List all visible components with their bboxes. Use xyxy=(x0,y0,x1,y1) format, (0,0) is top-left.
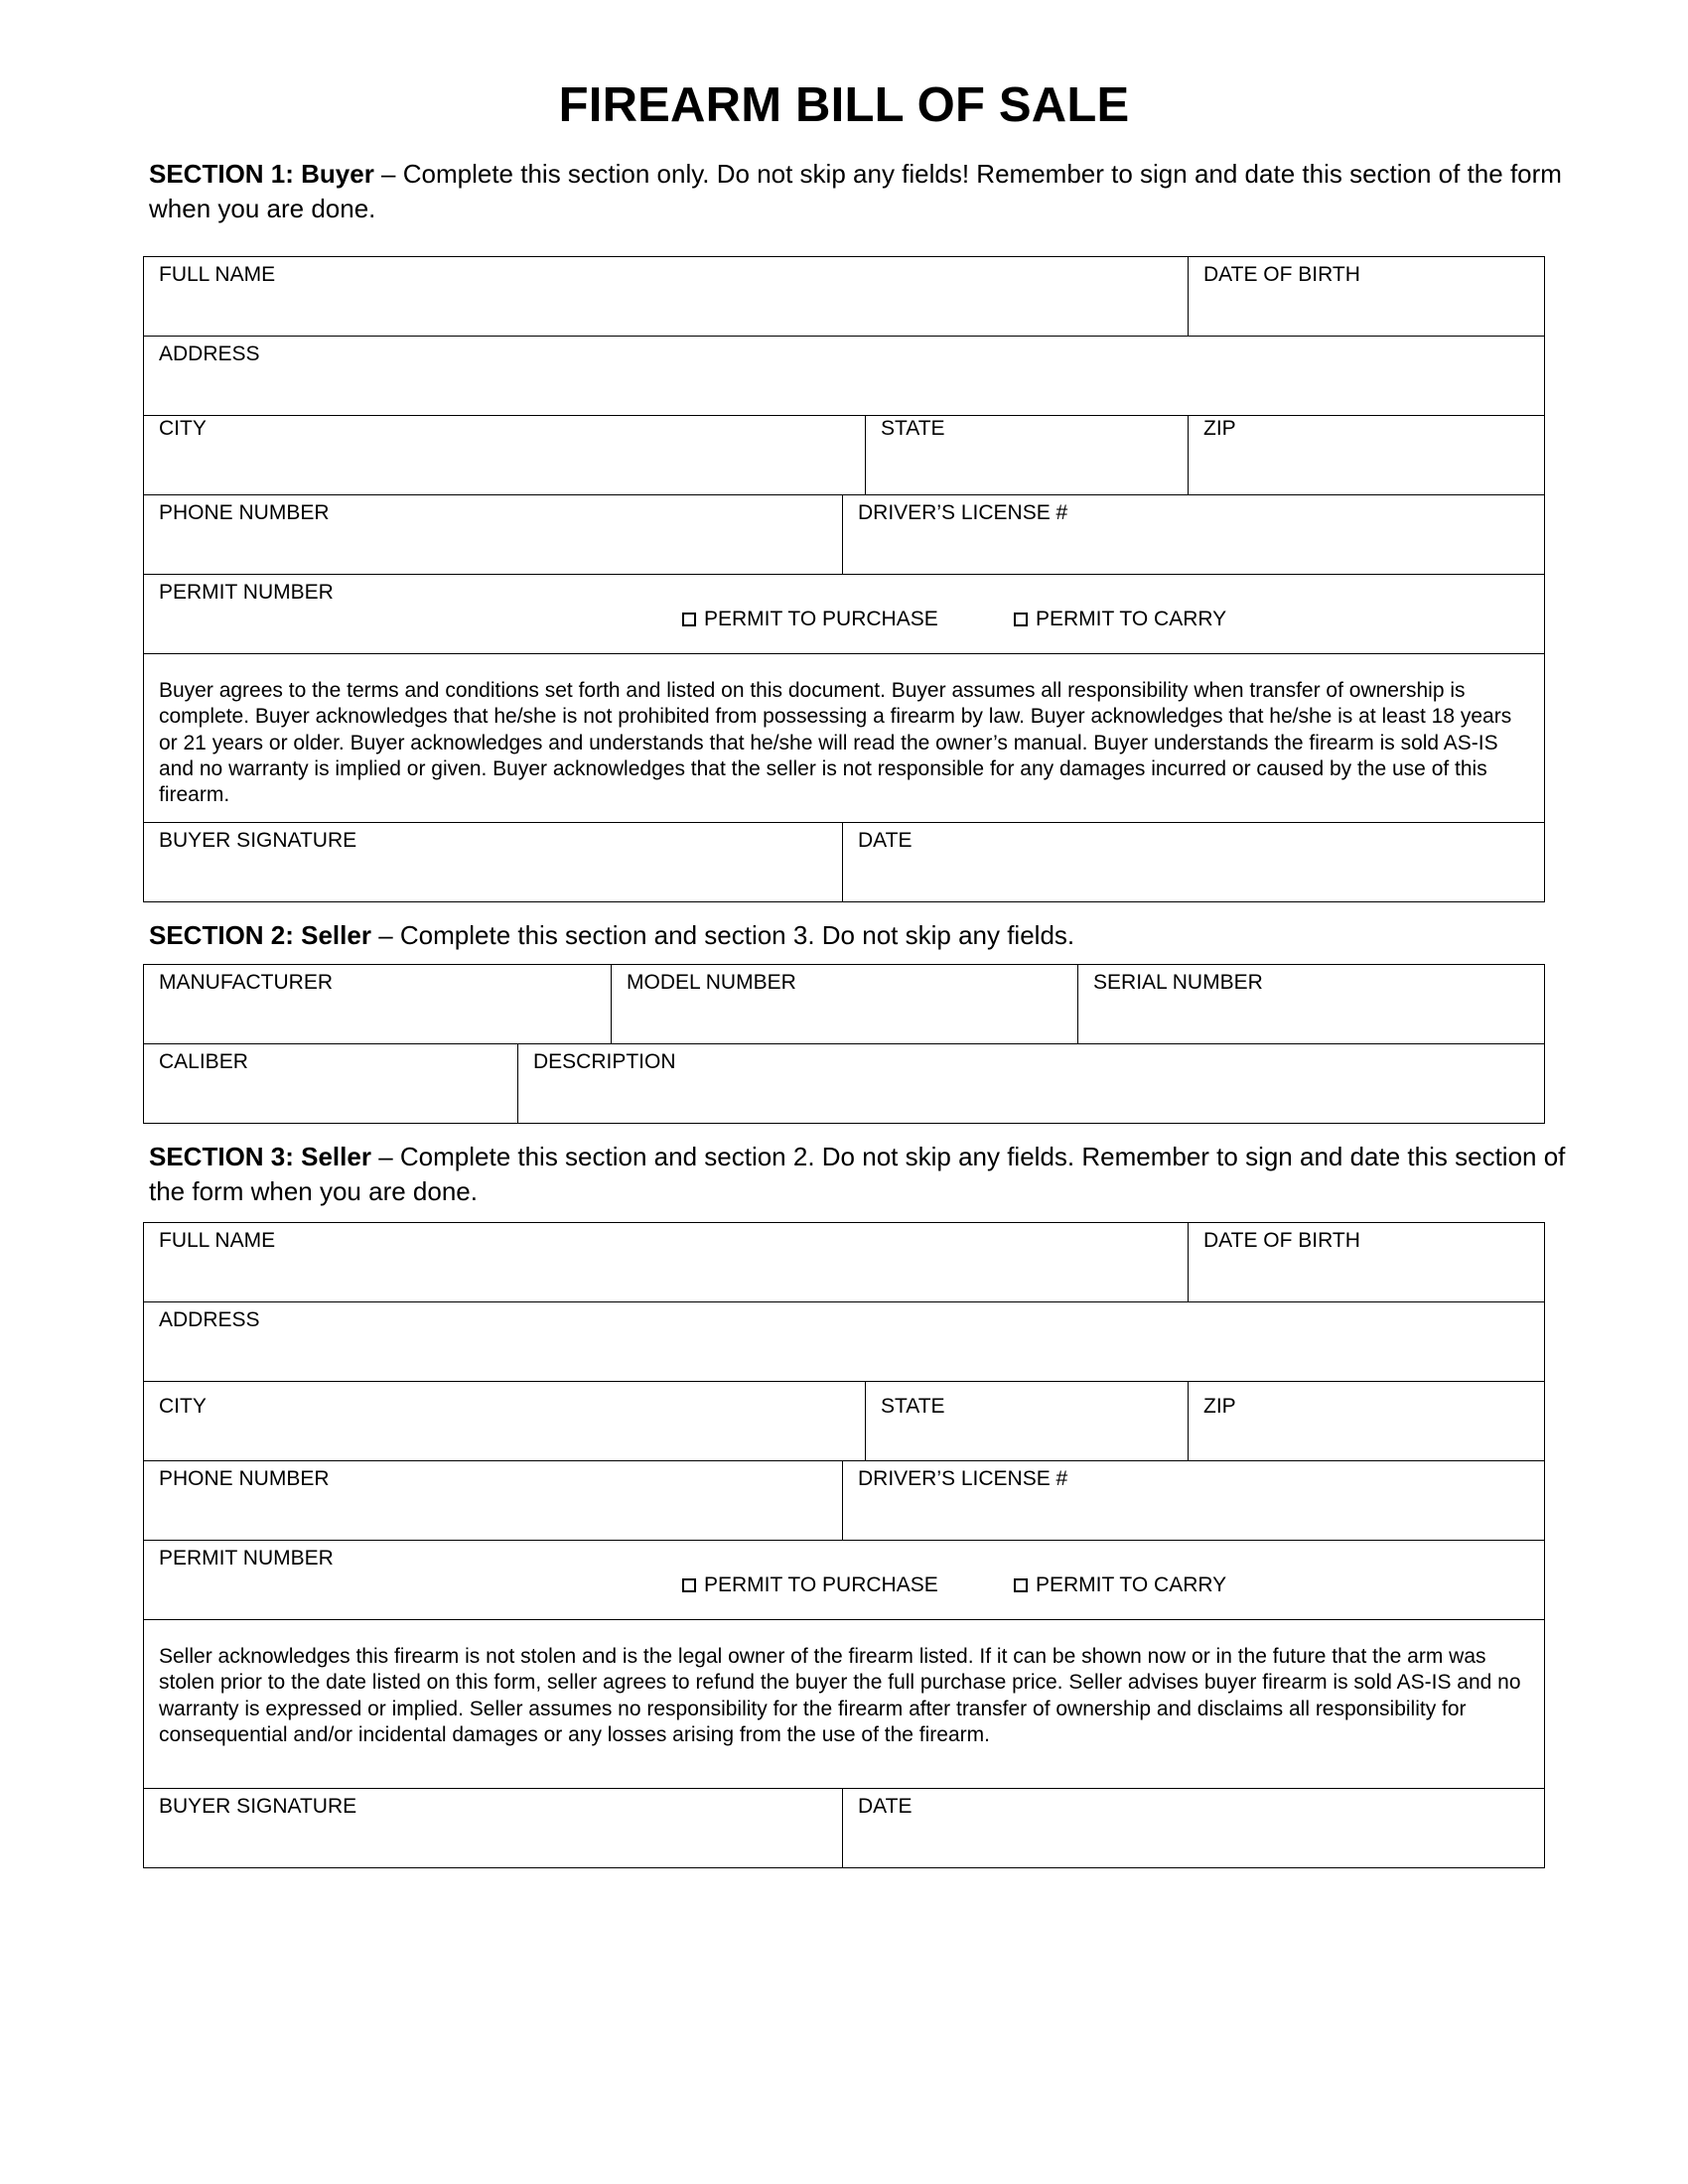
seller-zip-label: ZIP xyxy=(1203,1395,1236,1418)
seller-license-label: DRIVER’S LICENSE # xyxy=(858,1467,1068,1490)
section1-heading-bold: SECTION 1: Buyer xyxy=(149,159,374,189)
seller-city-label: CITY xyxy=(159,1395,207,1418)
seller-permit-carry-label: PERMIT TO CARRY xyxy=(1036,1573,1227,1596)
seller-city-field[interactable] xyxy=(144,1382,866,1461)
section2-heading-bold: SECTION 2: Seller xyxy=(149,920,371,950)
model-number-label: MODEL NUMBER xyxy=(627,971,796,994)
model-number-field[interactable] xyxy=(612,965,1078,1044)
firearm-form xyxy=(143,964,1545,1124)
buyer-city-label: CITY xyxy=(159,417,207,440)
section3-heading-text: – Complete this section and section 2. Do not skip any fields. Remember to sign and date this section of the form when you are done. xyxy=(149,1142,1566,1206)
seller-state-field[interactable] xyxy=(866,1382,1189,1461)
seller-signature-label: BUYER SIGNATURE xyxy=(159,1795,357,1818)
buyer-address-field[interactable] xyxy=(144,337,1545,416)
buyer-zip-label: ZIP xyxy=(1203,417,1236,440)
page-title: FIREARM BILL OF SALE xyxy=(558,78,1130,132)
buyer-dob-label: DATE OF BIRTH xyxy=(1203,263,1360,286)
seller-license-field[interactable] xyxy=(843,1461,1545,1541)
buyer-zip-field[interactable] xyxy=(1189,416,1545,495)
buyer-terms: Buyer agrees to the terms and conditions set forth and listed on this document. Buyer assumes all responsibility when transfer of ownership is complete. Buyer acknowledges that he/she is not prohibited from possessing a firearm by law. Buyer acknowledges that he/she is at least 18 years or 21 years or older. Buyer acknowledges and understands that he/she will read the owner’s manual. Buyer understands the firearm is sold AS-IS and no warranty is implied or given. Buyer acknowledges that the seller is not responsible for any damages incurred or caused by the use of this firearm. xyxy=(144,654,1545,823)
section1-heading xyxy=(149,157,1589,226)
buyer-permit-purchase-checkbox[interactable] xyxy=(682,613,696,626)
section3-heading-bold: SECTION 3: Seller xyxy=(149,1142,371,1171)
section1-heading-text: – Complete this section only. Do not skip any fields! Remember to sign and date this section of the form when you are done. xyxy=(149,159,1562,223)
buyer-permit-carry-label: PERMIT TO CARRY xyxy=(1036,608,1227,630)
seller-zip-field[interactable] xyxy=(1189,1382,1545,1461)
seller-address-label: ADDRESS xyxy=(159,1308,260,1331)
section2-heading-text: – Complete this section and section 3. Do not skip any fields. xyxy=(370,920,1075,950)
seller-permit-purchase-checkbox[interactable] xyxy=(682,1578,696,1592)
seller-permit-carry-checkbox[interactable] xyxy=(1014,1578,1028,1592)
buyer-phone-field[interactable] xyxy=(144,495,843,575)
seller-state-label: STATE xyxy=(881,1395,945,1418)
buyer-permit-number-label: PERMIT NUMBER xyxy=(159,581,334,604)
caliber-label: CALIBER xyxy=(159,1050,248,1073)
seller-permit-purchase-option[interactable] xyxy=(682,1572,938,1598)
description-field[interactable] xyxy=(518,1044,1545,1124)
seller-phone-field[interactable] xyxy=(144,1461,843,1541)
buyer-permit-purchase-option[interactable] xyxy=(682,607,938,632)
buyer-permit-carry-option[interactable] xyxy=(1014,607,1226,632)
seller-permit-number-label: PERMIT NUMBER xyxy=(159,1547,334,1570)
buyer-address-label: ADDRESS xyxy=(159,342,260,365)
seller-permit-carry-option[interactable] xyxy=(1014,1572,1226,1598)
manufacturer-field[interactable] xyxy=(144,965,612,1044)
manufacturer-label: MANUFACTURER xyxy=(159,971,334,994)
seller-permit-field[interactable] xyxy=(144,1541,1545,1620)
section2-heading xyxy=(149,918,1589,953)
buyer-license-label: DRIVER’S LICENSE # xyxy=(858,501,1068,524)
buyer-full-name-label: FULL NAME xyxy=(159,263,276,286)
buyer-dob-field[interactable] xyxy=(1189,257,1545,337)
buyer-date-field[interactable] xyxy=(843,823,1545,902)
buyer-state-field[interactable] xyxy=(866,416,1189,495)
seller-address-field[interactable] xyxy=(144,1302,1545,1382)
seller-form xyxy=(143,1222,1545,1868)
seller-signature-field[interactable] xyxy=(144,1789,843,1868)
buyer-permit-field[interactable] xyxy=(144,575,1545,654)
buyer-permit-carry-checkbox[interactable] xyxy=(1014,613,1028,626)
buyer-full-name-field[interactable] xyxy=(144,257,1189,337)
buyer-license-field[interactable] xyxy=(843,495,1545,575)
buyer-signature-field[interactable] xyxy=(144,823,843,902)
serial-number-field[interactable] xyxy=(1078,965,1545,1044)
seller-permit-purchase-label: PERMIT TO PURCHASE xyxy=(704,1573,938,1596)
seller-date-label: DATE xyxy=(858,1795,913,1818)
section3-heading xyxy=(149,1140,1589,1209)
seller-date-field[interactable] xyxy=(843,1789,1545,1868)
seller-phone-label: PHONE NUMBER xyxy=(159,1467,330,1490)
description-label: DESCRIPTION xyxy=(533,1050,676,1073)
seller-dob-label: DATE OF BIRTH xyxy=(1203,1229,1360,1252)
seller-terms: Seller acknowledges this firearm is not stolen and is the legal owner of the firearm listed. If it can be shown now or in the future that the arm was stolen prior to the date listed on this form, seller agrees to refund the buyer the full purchase price. Seller advises buyer firearm is sold AS-IS and no warranty is expressed or implied. Seller assumes no responsibility for the firearm after transfer of ownership and disclaims all responsibility for consequential and/or incidental damages or any losses arising from the use of the firearm. xyxy=(144,1620,1545,1789)
buyer-city-field[interactable] xyxy=(144,416,866,495)
buyer-permit-purchase-label: PERMIT TO PURCHASE xyxy=(704,608,938,630)
seller-full-name-label: FULL NAME xyxy=(159,1229,276,1252)
caliber-field[interactable] xyxy=(144,1044,518,1124)
buyer-state-label: STATE xyxy=(881,417,945,440)
seller-dob-field[interactable] xyxy=(1189,1223,1545,1302)
buyer-phone-label: PHONE NUMBER xyxy=(159,501,330,524)
buyer-date-label: DATE xyxy=(858,829,913,852)
buyer-signature-label: BUYER SIGNATURE xyxy=(159,829,357,852)
serial-number-label: SERIAL NUMBER xyxy=(1093,971,1263,994)
buyer-form xyxy=(143,256,1545,902)
seller-full-name-field[interactable] xyxy=(144,1223,1189,1302)
